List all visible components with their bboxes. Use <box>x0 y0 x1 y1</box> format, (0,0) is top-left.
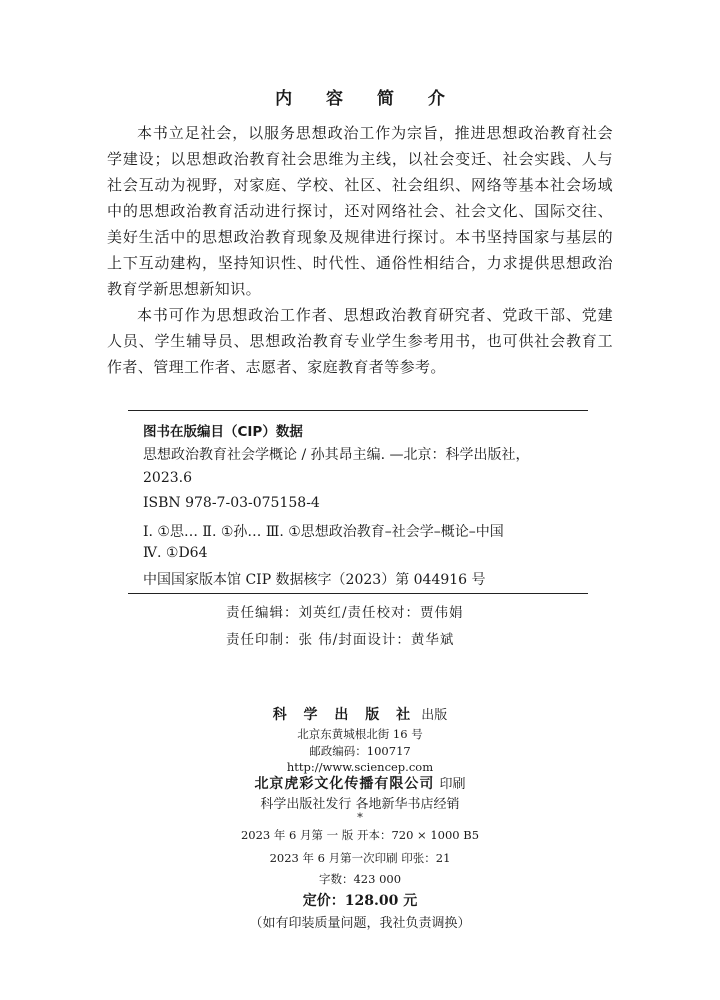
publisher-url: http://www.sciencep.com <box>286 760 434 774</box>
intro-paragraph-1: 本书立足社会，以服务思想政治工作为宗旨，推进思想政治教育社会学建设；以思想政治教育社会思维为主线，以社会变迁、社会实践、人与社会互动为视野，对家庭、学校、社区、社会组织、网络等基本社会场域中的思想政治教育活动进行探讨，还对网络社会、社会文化、国际交往、美好生活中的思想政治教育现象及规律进行探讨。本书坚持国家与基层的上下互动建构，坚持知识性、时代性、通俗性相结合，力求提供思想政治教育学新思想新知识。 <box>107 124 613 298</box>
word-count: 字数：423 000 <box>318 872 402 886</box>
production-credits: 责任印制：张 伟/封面设计：黄华斌 <box>226 632 455 648</box>
printer-line <box>0 773 720 793</box>
publisher-line <box>0 704 720 724</box>
page-title: 内 容 简 介 <box>275 89 459 109</box>
cip-title-line: 思想政治教育社会学概论 / 孙其昂主编. —北京：科学出版社， <box>143 447 530 463</box>
printer-suffix: 印刷 <box>439 777 466 792</box>
cip-classification-line-2: Ⅳ. ①D64 <box>143 545 208 561</box>
editor-credits: 责任编辑：刘英红/责任校对：贾伟娟 <box>226 605 464 621</box>
publisher-postcode: 邮政编码：100717 <box>309 744 411 758</box>
cip-isbn-line: ISBN 978-7-03-075158-4 <box>143 495 320 511</box>
separator-star: * <box>357 810 363 824</box>
edition-line: 2023 年 6 月第 一 版 开本：720 × 1000 B5 <box>240 828 480 842</box>
introduction <box>107 120 613 380</box>
cip-classification-line: Ⅰ. ①思… Ⅱ. ①孙… Ⅲ. ①思想政治教育–社会学–概论–中国 <box>143 524 504 540</box>
publisher-suffix: 出版 <box>421 708 448 723</box>
cip-heading: 图书在版编目（CIP）数据 <box>143 424 303 440</box>
printer-name: 北京虎彩文化传播有限公司 <box>254 776 435 792</box>
publisher-address: 北京东黄城根北街 16 号 <box>297 727 423 741</box>
intro-paragraph-2: 本书可作为思想政治工作者、思想政治教育研究者、党政干部、党建人员、学生辅导员、思想政治教育专业学生参考用书，也可供社会教育工作者、管理工作者、志愿者、家庭教育者等参考。 <box>107 306 613 376</box>
printing-line: 2023 年 6 月第一次印刷 印张：21 <box>269 851 451 865</box>
quality-note: （如有印装质量问题，我社负责调换） <box>249 916 471 931</box>
cip-block <box>128 410 588 594</box>
publisher-name: 科 学 出 版 社 <box>272 707 417 723</box>
price: 定价：128.00 元 <box>302 893 418 909</box>
distribution-line: 科学出版社发行 各地新华书店经销 <box>260 797 460 812</box>
cip-record-number: 中国国家版本馆 CIP 数据核字（2023）第 044916 号 <box>143 572 486 588</box>
cip-date-line: 2023.6 <box>143 470 192 486</box>
